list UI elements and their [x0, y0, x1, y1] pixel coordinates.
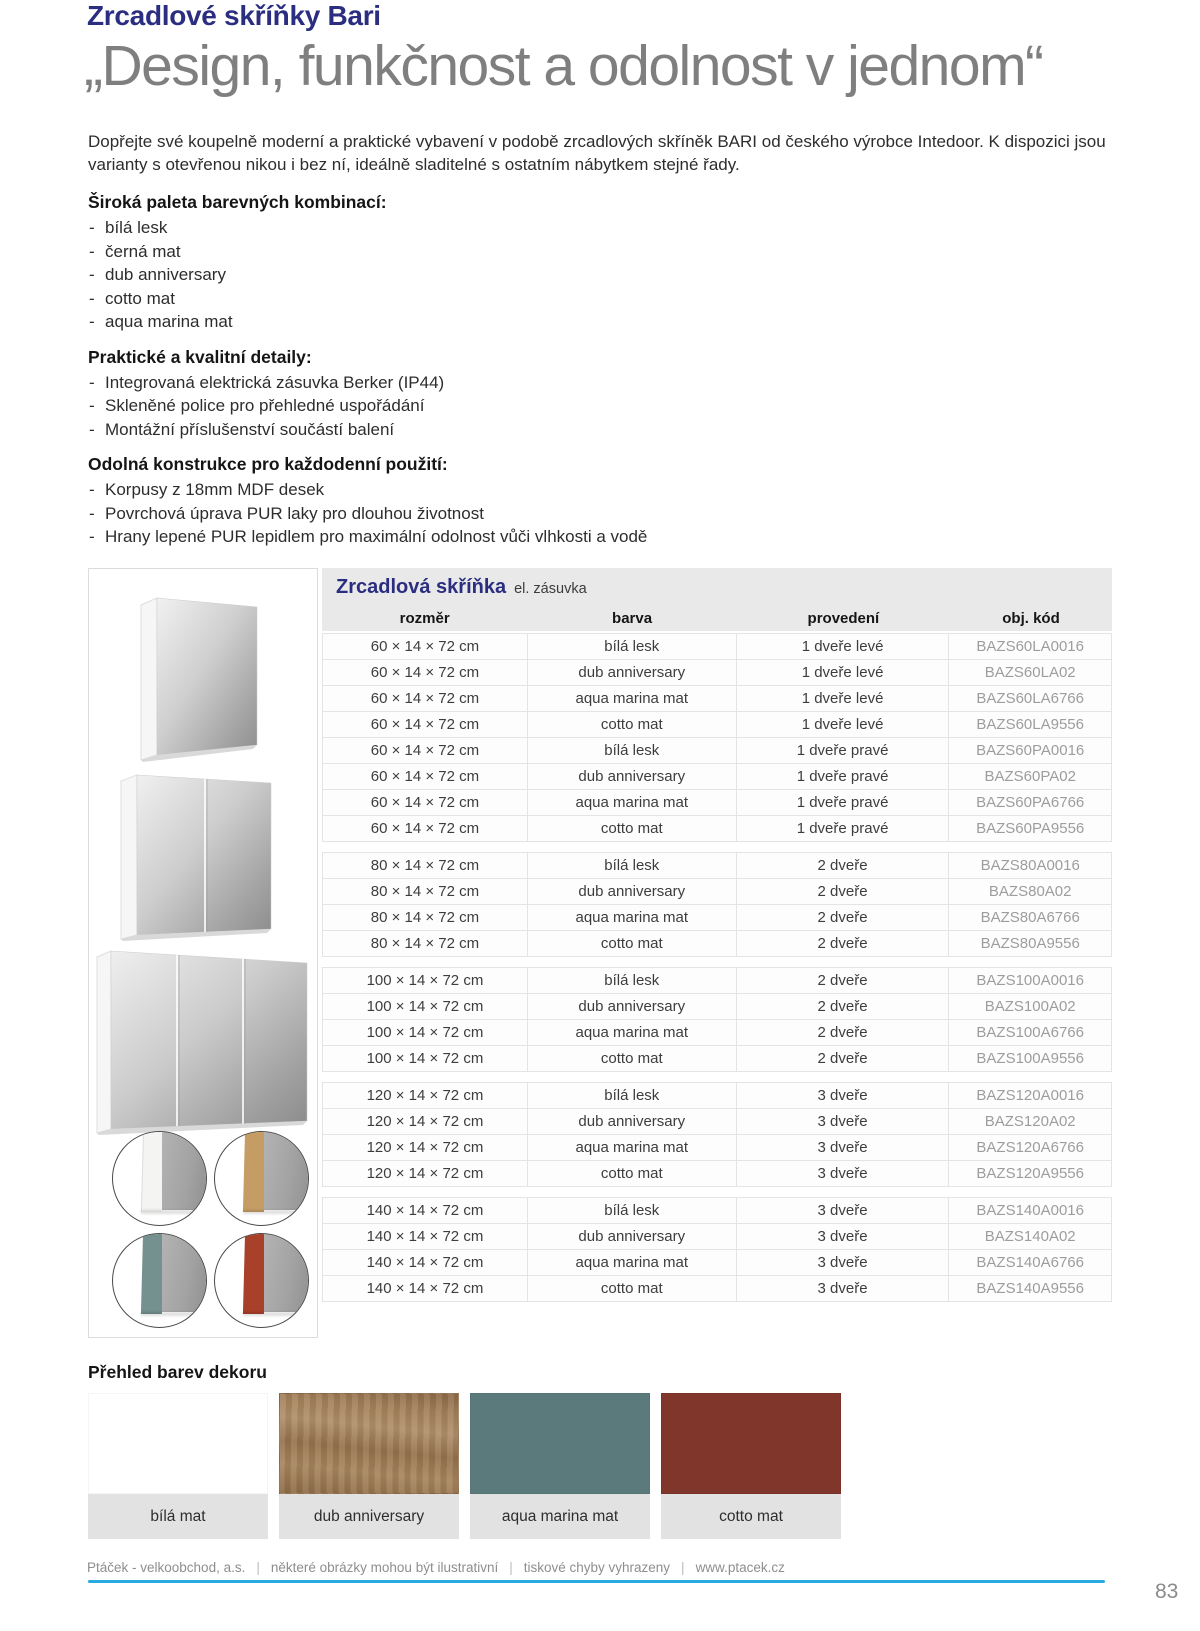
footer-separator: | — [509, 1560, 513, 1575]
feature-title: Široká paleta barevných kombinací: — [88, 192, 387, 212]
cell-color: aqua marina mat — [528, 1135, 737, 1160]
cabinet-2-door-image — [115, 771, 279, 943]
cell-variant: 3 dveře — [737, 1276, 950, 1301]
cell-code: BAZS80A02 — [988, 883, 1072, 900]
cell-code: BAZS100A02 — [984, 998, 1076, 1015]
cell-size: 100 × 14 × 72 cm — [323, 968, 528, 993]
table-column-headers — [322, 606, 1112, 631]
cell-size: 100 × 14 × 72 cm — [323, 994, 528, 1019]
cell-variant: 2 dveře — [737, 968, 950, 993]
cell-variant: 2 dveře — [737, 1020, 950, 1045]
detail-circle-oak — [214, 1131, 309, 1226]
cell-size: 60 × 14 × 72 cm — [323, 712, 528, 737]
cell-variant: 3 dveře — [737, 1250, 950, 1275]
product-table — [322, 568, 1112, 1302]
cell-code: BAZS100A9556 — [976, 1050, 1084, 1067]
detail-circles — [112, 1131, 312, 1328]
cell-code: BAZS60LA9556 — [976, 716, 1084, 733]
table-row — [323, 853, 1111, 879]
mirror-front — [264, 1131, 309, 1210]
side-panel-color — [243, 1233, 267, 1314]
cell-size: 120 × 14 × 72 cm — [323, 1135, 528, 1160]
cell-color: cotto mat — [528, 1046, 737, 1071]
cell-color: bílá lesk — [528, 738, 737, 763]
cell-variant: 2 dveře — [737, 879, 950, 904]
table-row — [323, 816, 1111, 842]
cell-size: 140 × 14 × 72 cm — [323, 1276, 528, 1301]
cell-variant: 1 dveře levé — [737, 660, 950, 685]
swatch-color — [470, 1393, 650, 1494]
swatch-color — [88, 1393, 268, 1494]
cell-size: 100 × 14 × 72 cm — [323, 1020, 528, 1045]
cabinet-shadow — [141, 1210, 207, 1214]
cell-size: 120 × 14 × 72 cm — [323, 1161, 528, 1186]
cell-code: BAZS60LA6766 — [976, 690, 1084, 707]
decor-swatch — [279, 1393, 459, 1539]
column-header-code: obj. kód — [1002, 610, 1060, 627]
table-subtitle: el. zásuvka — [514, 581, 587, 597]
cell-code: BAZS140A9556 — [976, 1280, 1084, 1297]
cell-size: 120 × 14 × 72 cm — [323, 1083, 528, 1108]
cell-color: cotto mat — [528, 816, 737, 841]
product-image-box — [88, 568, 318, 1338]
cell-size: 80 × 14 × 72 cm — [323, 853, 528, 878]
cell-code: BAZS140A02 — [984, 1228, 1076, 1245]
footer-item: tiskové chyby vyhrazeny — [523, 1560, 671, 1575]
cell-code: BAZS80A0016 — [980, 857, 1080, 874]
feature-item: - bílá lesk — [88, 216, 808, 240]
decor-heading: Přehled barev dekoru — [88, 1362, 267, 1382]
cell-variant: 1 dveře pravé — [737, 816, 950, 841]
cell-color: bílá lesk — [528, 853, 737, 878]
intro-text: Dopřejte své koupelně moderní a praktické vybavení v podobě zrcadlových skříněk BARI od českého výrobce Intedoor. K dispozici jsou varianty s otevřenou nikou i bez ní, ideálně sladitelné s ostatním nábytkem stejné řady. — [88, 132, 1106, 174]
table-row — [323, 790, 1111, 816]
table-row — [323, 1083, 1111, 1109]
cabinet-3-door-image — [93, 945, 315, 1137]
table-row — [323, 1276, 1111, 1302]
table-row — [323, 1135, 1111, 1161]
feature-list — [88, 478, 808, 549]
feature-section — [88, 192, 808, 334]
cell-size: 60 × 14 × 72 cm — [323, 816, 528, 841]
footer-separator: | — [681, 1560, 685, 1575]
cell-code: BAZS60PA9556 — [976, 820, 1085, 837]
feature-item: - Skleněné police pro přehledné uspořádání — [88, 394, 808, 418]
cell-color: aqua marina mat — [528, 1020, 737, 1045]
cell-color: dub anniversary — [528, 1109, 737, 1134]
table-row — [323, 931, 1111, 957]
table-row — [323, 712, 1111, 738]
cell-color: aqua marina mat — [528, 686, 737, 711]
cell-color: dub anniversary — [528, 994, 737, 1019]
swatch-color — [661, 1393, 841, 1494]
cell-color: bílá lesk — [528, 968, 737, 993]
table-row — [323, 968, 1111, 994]
cell-code: BAZS60LA0016 — [976, 638, 1084, 655]
cell-code: BAZS80A6766 — [980, 909, 1080, 926]
table-row — [323, 1161, 1111, 1187]
table-body — [322, 633, 1112, 1302]
cell-variant: 3 dveře — [737, 1161, 950, 1186]
mirror-front — [264, 1233, 309, 1312]
detail-circle-cotto — [214, 1233, 309, 1328]
table-group — [322, 852, 1112, 957]
cell-variant: 3 dveře — [737, 1224, 950, 1249]
cabinet-shadow — [243, 1312, 309, 1316]
cell-size: 140 × 14 × 72 cm — [323, 1250, 528, 1275]
cell-variant: 2 dveře — [737, 1046, 950, 1071]
cell-variant: 3 dveře — [737, 1135, 950, 1160]
cell-variant: 1 dveře pravé — [737, 738, 950, 763]
feature-item: - cotto mat — [88, 287, 808, 311]
feature-item: - černá mat — [88, 240, 808, 264]
table-row — [323, 1198, 1111, 1224]
cell-color: bílá lesk — [528, 634, 737, 659]
detail-circle-aqua — [112, 1233, 207, 1328]
feature-title: Praktické a kvalitní detaily: — [88, 346, 312, 367]
cell-color: aqua marina mat — [528, 1250, 737, 1275]
table-row — [323, 1046, 1111, 1072]
cabinet-shadow — [141, 1312, 207, 1316]
swatch-label: bílá mat — [88, 1494, 268, 1539]
cell-code: BAZS60LA02 — [984, 664, 1076, 681]
footer-item: Ptáček - velkoobchod, a.s. — [87, 1560, 246, 1575]
feature-list — [88, 371, 808, 442]
cell-variant: 1 dveře pravé — [737, 790, 950, 815]
detail-circle-white — [112, 1131, 207, 1226]
table-row — [323, 879, 1111, 905]
footer-link[interactable]: www.ptacek.cz — [695, 1560, 785, 1575]
side-panel-color — [141, 1233, 165, 1314]
cell-variant: 2 dveře — [737, 931, 950, 956]
cell-size: 80 × 14 × 72 cm — [323, 905, 528, 930]
cell-code: BAZS60PA6766 — [976, 794, 1085, 811]
decor-swatch — [661, 1393, 841, 1539]
feature-item: - Korpusy z 18mm MDF desek — [88, 478, 808, 502]
cell-size: 60 × 14 × 72 cm — [323, 764, 528, 789]
side-panel-color — [141, 1131, 165, 1212]
cell-code: BAZS120A0016 — [976, 1087, 1084, 1104]
headline-quote: „Design, funkčnost a odolnost v jednom“ — [84, 34, 1043, 98]
cell-variant: 3 dveře — [737, 1109, 950, 1134]
cell-color: cotto mat — [528, 931, 737, 956]
swatch-color — [279, 1393, 459, 1494]
cell-code: BAZS120A02 — [984, 1113, 1076, 1130]
footer — [87, 1560, 785, 1575]
table-row — [323, 1020, 1111, 1046]
feature-section — [88, 347, 808, 442]
cabinet-shadow — [243, 1210, 309, 1214]
feature-list — [88, 216, 808, 334]
cell-color: cotto mat — [528, 712, 737, 737]
cell-color: bílá lesk — [528, 1083, 737, 1108]
table-row — [323, 686, 1111, 712]
cabinet-1-door-image — [133, 593, 265, 763]
cell-color: aqua marina mat — [528, 790, 737, 815]
swatch-label: cotto mat — [661, 1494, 841, 1539]
table-group — [322, 633, 1112, 842]
cell-code: BAZS120A6766 — [976, 1139, 1084, 1156]
cell-variant: 1 dveře levé — [737, 634, 950, 659]
cell-size: 60 × 14 × 72 cm — [323, 790, 528, 815]
table-row — [323, 905, 1111, 931]
cell-size: 80 × 14 × 72 cm — [323, 931, 528, 956]
cell-code: BAZS100A0016 — [976, 972, 1084, 989]
cell-code: BAZS60PA0016 — [976, 742, 1085, 759]
column-header-size: rozměr — [399, 610, 450, 627]
decor-swatch — [470, 1393, 650, 1539]
cell-color: dub anniversary — [528, 879, 737, 904]
swatch-label: aqua marina mat — [470, 1494, 650, 1539]
table-title-bar — [322, 568, 1112, 606]
cell-size: 60 × 14 × 72 cm — [323, 738, 528, 763]
cell-size: 100 × 14 × 72 cm — [323, 1046, 528, 1071]
cell-color: aqua marina mat — [528, 905, 737, 930]
feature-title: Odolná konstrukce pro každodenní použití: — [88, 454, 448, 474]
cell-color: dub anniversary — [528, 1224, 737, 1249]
table-row — [323, 660, 1111, 686]
table-group — [322, 967, 1112, 1072]
cell-color: dub anniversary — [528, 764, 737, 789]
cell-size: 140 × 14 × 72 cm — [323, 1224, 528, 1249]
cell-code: BAZS80A9556 — [980, 935, 1080, 952]
mirror-front — [162, 1131, 207, 1210]
table-title: Zrcadlová skříňka — [336, 575, 507, 598]
feature-item: - dub anniversary — [88, 263, 808, 287]
feature-item: - Integrovaná elektrická zásuvka Berker (IP44) — [88, 371, 808, 395]
table-row — [323, 738, 1111, 764]
cell-variant: 3 dveře — [737, 1083, 950, 1108]
cell-size: 60 × 14 × 72 cm — [323, 660, 528, 685]
swatch-label: dub anniversary — [279, 1494, 459, 1539]
table-row — [323, 634, 1111, 660]
features — [88, 192, 808, 562]
cell-color: cotto mat — [528, 1161, 737, 1186]
cell-size: 80 × 14 × 72 cm — [323, 879, 528, 904]
cell-size: 140 × 14 × 72 cm — [323, 1198, 528, 1223]
feature-item: - Hrany lepené PUR lepidlem pro maximální odolnost vůči vlhkosti a vodě — [88, 525, 808, 549]
cell-code: BAZS60PA02 — [984, 768, 1076, 785]
table-row — [323, 1109, 1111, 1135]
table-row — [323, 764, 1111, 790]
footer-item: některé obrázky mohou být ilustrativní — [270, 1560, 499, 1575]
footer-rule — [88, 1580, 1105, 1583]
cell-variant: 3 dveře — [737, 1198, 950, 1223]
feature-item: - aqua marina mat — [88, 310, 808, 334]
side-panel-color — [243, 1131, 267, 1212]
footer-separator: | — [256, 1560, 260, 1575]
mirror-front — [162, 1233, 207, 1312]
feature-item: - Povrchová úprava PUR laky pro dlouhou životnost — [88, 502, 808, 526]
decor-swatch — [88, 1393, 268, 1539]
column-header-variant: provedení — [807, 610, 880, 627]
table-row — [323, 1224, 1111, 1250]
cell-size: 60 × 14 × 72 cm — [323, 634, 528, 659]
page-title: Zrcadlové skříňky Bari — [87, 0, 381, 31]
table-row — [323, 994, 1111, 1020]
cell-color: bílá lesk — [528, 1198, 737, 1223]
cell-color: cotto mat — [528, 1276, 737, 1301]
feature-section — [88, 454, 808, 549]
table-group — [322, 1082, 1112, 1187]
cell-size: 60 × 14 × 72 cm — [323, 686, 528, 711]
cell-code: BAZS140A6766 — [976, 1254, 1084, 1271]
cell-color: dub anniversary — [528, 660, 737, 685]
page-number: 83 — [1155, 1580, 1179, 1603]
feature-item: - Montážní příslušenství součástí balení — [88, 418, 808, 442]
cell-variant: 2 dveře — [737, 853, 950, 878]
cell-variant: 1 dveře levé — [737, 712, 950, 737]
cell-variant: 2 dveře — [737, 905, 950, 930]
decor-swatch-row — [88, 1393, 841, 1539]
cell-code: BAZS140A0016 — [976, 1202, 1084, 1219]
cell-size: 120 × 14 × 72 cm — [323, 1109, 528, 1134]
cell-variant: 1 dveře pravé — [737, 764, 950, 789]
cell-code: BAZS120A9556 — [976, 1165, 1084, 1182]
table-group — [322, 1197, 1112, 1302]
table-row — [323, 1250, 1111, 1276]
column-header-color: barva — [612, 610, 653, 627]
cell-code: BAZS100A6766 — [976, 1024, 1084, 1041]
cell-variant: 1 dveře levé — [737, 686, 950, 711]
cell-variant: 2 dveře — [737, 994, 950, 1019]
